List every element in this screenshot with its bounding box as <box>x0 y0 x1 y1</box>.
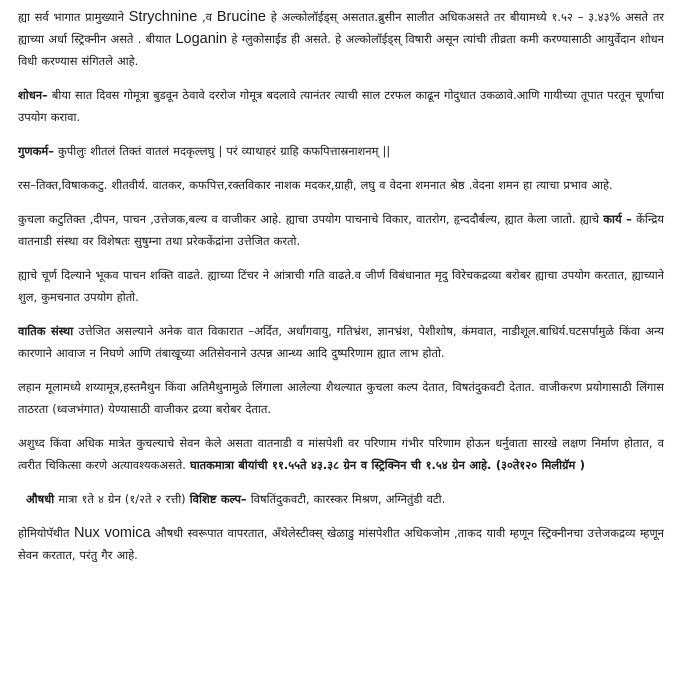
text: रस–तिक्त,विषाककटु. शीतवीर्य. वातकर, कफपित्त,रक्तविकार नाशक मदकर,ग्राही, लघु व वेदना शमनात श्रेष्ठ .वेदना शमन हा त्याचा प्रभाव आहे. <box>18 178 613 192</box>
text: औषधी स्वरूपात वापरतात, अँथेलेस्टीक्स् खेळाडु मांसपेशीत अधिकजोम ,ताकद यावी म्हणून स्ट्रिक्नीनचा उत्तेजकद्रव्य म्हणून सेवन करतात, परंतु गैर आहे. <box>18 526 665 562</box>
paragraph-intro <box>18 6 664 72</box>
text: उत्तेजित असल्याने अनेक वात विकारात –अर्दित, अर्धांगवायु, गतिभ्रंश, ज्ञानभ्रंश, पेशीशोष, कंमवात, नाडीशूल.बाधिर्य.घटसर्पामुळे किंवा अन्य कारणाने आवाज न निघणे आणि तंबाखूच्या अतिसेवनाने उत्पन्न आन्ध्य आदि दुष्परिणाम ह्यात लाभ होतो. <box>18 324 664 360</box>
paragraph-churna <box>18 264 664 308</box>
text: केंन्द्रिय वातनाडी संस्था वर विशेषतः सुषुम्ना तथा प्ररेककेंद्रांना उत्तेजित करतो. <box>18 212 664 248</box>
text: कुचला कटुतिक्त ,दीपन, पाचन ,उत्तेजक,बल्य व वाजीकर आहे. ह्याचा उपयोग पाचनाचे विकार, वातरोग, हृन्ददौर्बल्य, ह्यात केला जातो. ह्याचे <box>18 212 604 226</box>
vishisht-kalpa-heading: विशिष्ट कल्प– <box>189 492 247 506</box>
paragraph-children <box>18 376 664 420</box>
loganin-term: Loganin <box>175 31 228 47</box>
text: अशुध्द किंवा अधिक मात्रेत कुचल्याचे सेवन केले असता वातनाडी व मांसपेशी वर परिणाम गंभीर परिणाम होऊन धर्नुवाता सारखे लक्षण निर्माण होतात, व त्वरीत चिकित्सा करणे अत्यावश्यकअसते. <box>18 436 664 472</box>
vatik-heading: वातिक संस्था <box>18 324 74 338</box>
gunakarma-heading: गुणकर्म– <box>18 144 54 158</box>
paragraph-shodhan <box>18 84 664 128</box>
karya-label: कार्य – <box>603 212 632 226</box>
paragraph-rasa <box>18 174 664 196</box>
paragraph-gunakarma <box>18 140 664 162</box>
aushadhi-heading: औषधी <box>26 492 55 506</box>
brucine-term: Brucine <box>216 9 266 25</box>
text: मात्रा १ते ४ ग्रेन (१/२ते २ रत्ती) <box>54 492 190 506</box>
shloka-text: कुपीलुः शीतलं तिक्तं वातलं मदकृल्लघु | परं व्याथाहरं ग्राहि कफपित्तास्रनाशनम् || <box>53 144 391 158</box>
document-body <box>18 6 664 578</box>
text: हे ग्लुकोसाईड ही असते. हे अल्कोलॉईड्स् विषारी असून त्यांची तीव्रता कमी करण्यासाठी आयुर्वेदान शोधन विधी करण्यास संगितले आहे. <box>18 32 664 68</box>
nux-vomica-term: Nux vomica <box>73 525 151 541</box>
text: ह्याचे चूर्ण दिल्याने भूकव पाचन शक्ति वाढते. ह्याच्या टिंचर ने आंत्राची गति वाढते.व जीर्ण विबंधानात मृदु विरेचकद्रव्या बरोबर ह्याचा उपयोग करतात, ह्याच्याने शुल, कुमचनात उपयोग होतो. <box>18 268 664 304</box>
text: बीया सात दिवस गोमूत्रा बुडवून ठेवावे दररोज गोमूत्र बदलावे त्यानंतर त्याची साल टरफल काढून गोदुधात उकळावे.आणि गायीच्या तूपात परतून चूर्णाचा उपयोग करावा. <box>18 88 664 124</box>
text: विषतिंदुकवटी, कारस्कर मिश्रण, अग्नितुंडी वटी. <box>246 492 446 506</box>
strychnine-term: Strychnine <box>128 9 198 25</box>
lethal-dose-text: घातकमात्रा बीयांची ११.५५ते ४३.३८ ग्रेन व स्ट्रिक्निन ची १.५४ ग्रेन आहे. (३०ते१२० मिलीग्रॅम ) <box>189 458 585 472</box>
paragraph-vatik <box>18 320 664 364</box>
text: होमियोपॅथीत <box>18 526 74 540</box>
shodhan-heading: शोधन– <box>18 88 48 102</box>
text: लहान मूलामध्ये शय्यामूत्र,हस्तमैथुन किंवा अतिमैथुनामुळे लिंगाला आलेल्या शैथल्यात कुचला कल्प देतात, विषतंदुकवटी देतात. वाजीकरण प्रयोगासाठी लिंगास ताठरता (ध्वजभंगात) येण्यासाठी वाजीकर द्रव्या बरोबर देतात. <box>18 380 664 416</box>
paragraph-dosage <box>18 488 664 510</box>
paragraph-toxicity <box>18 432 664 476</box>
text: ,व <box>197 10 217 24</box>
text: ह्या सर्व भागात प्रामुख्याने <box>18 10 129 24</box>
paragraph-uses <box>18 208 664 252</box>
paragraph-homeopathy <box>18 522 664 566</box>
text: हे अल्कोलॉईड्स् असतात.ब्रुसीन सालीत अधिकअसते तर बीयामध्ये १.५२ – ३.४३% असते तर ह्याच्या अर्धा स्ट्रिक्नीन असते . बीयात <box>18 10 665 46</box>
